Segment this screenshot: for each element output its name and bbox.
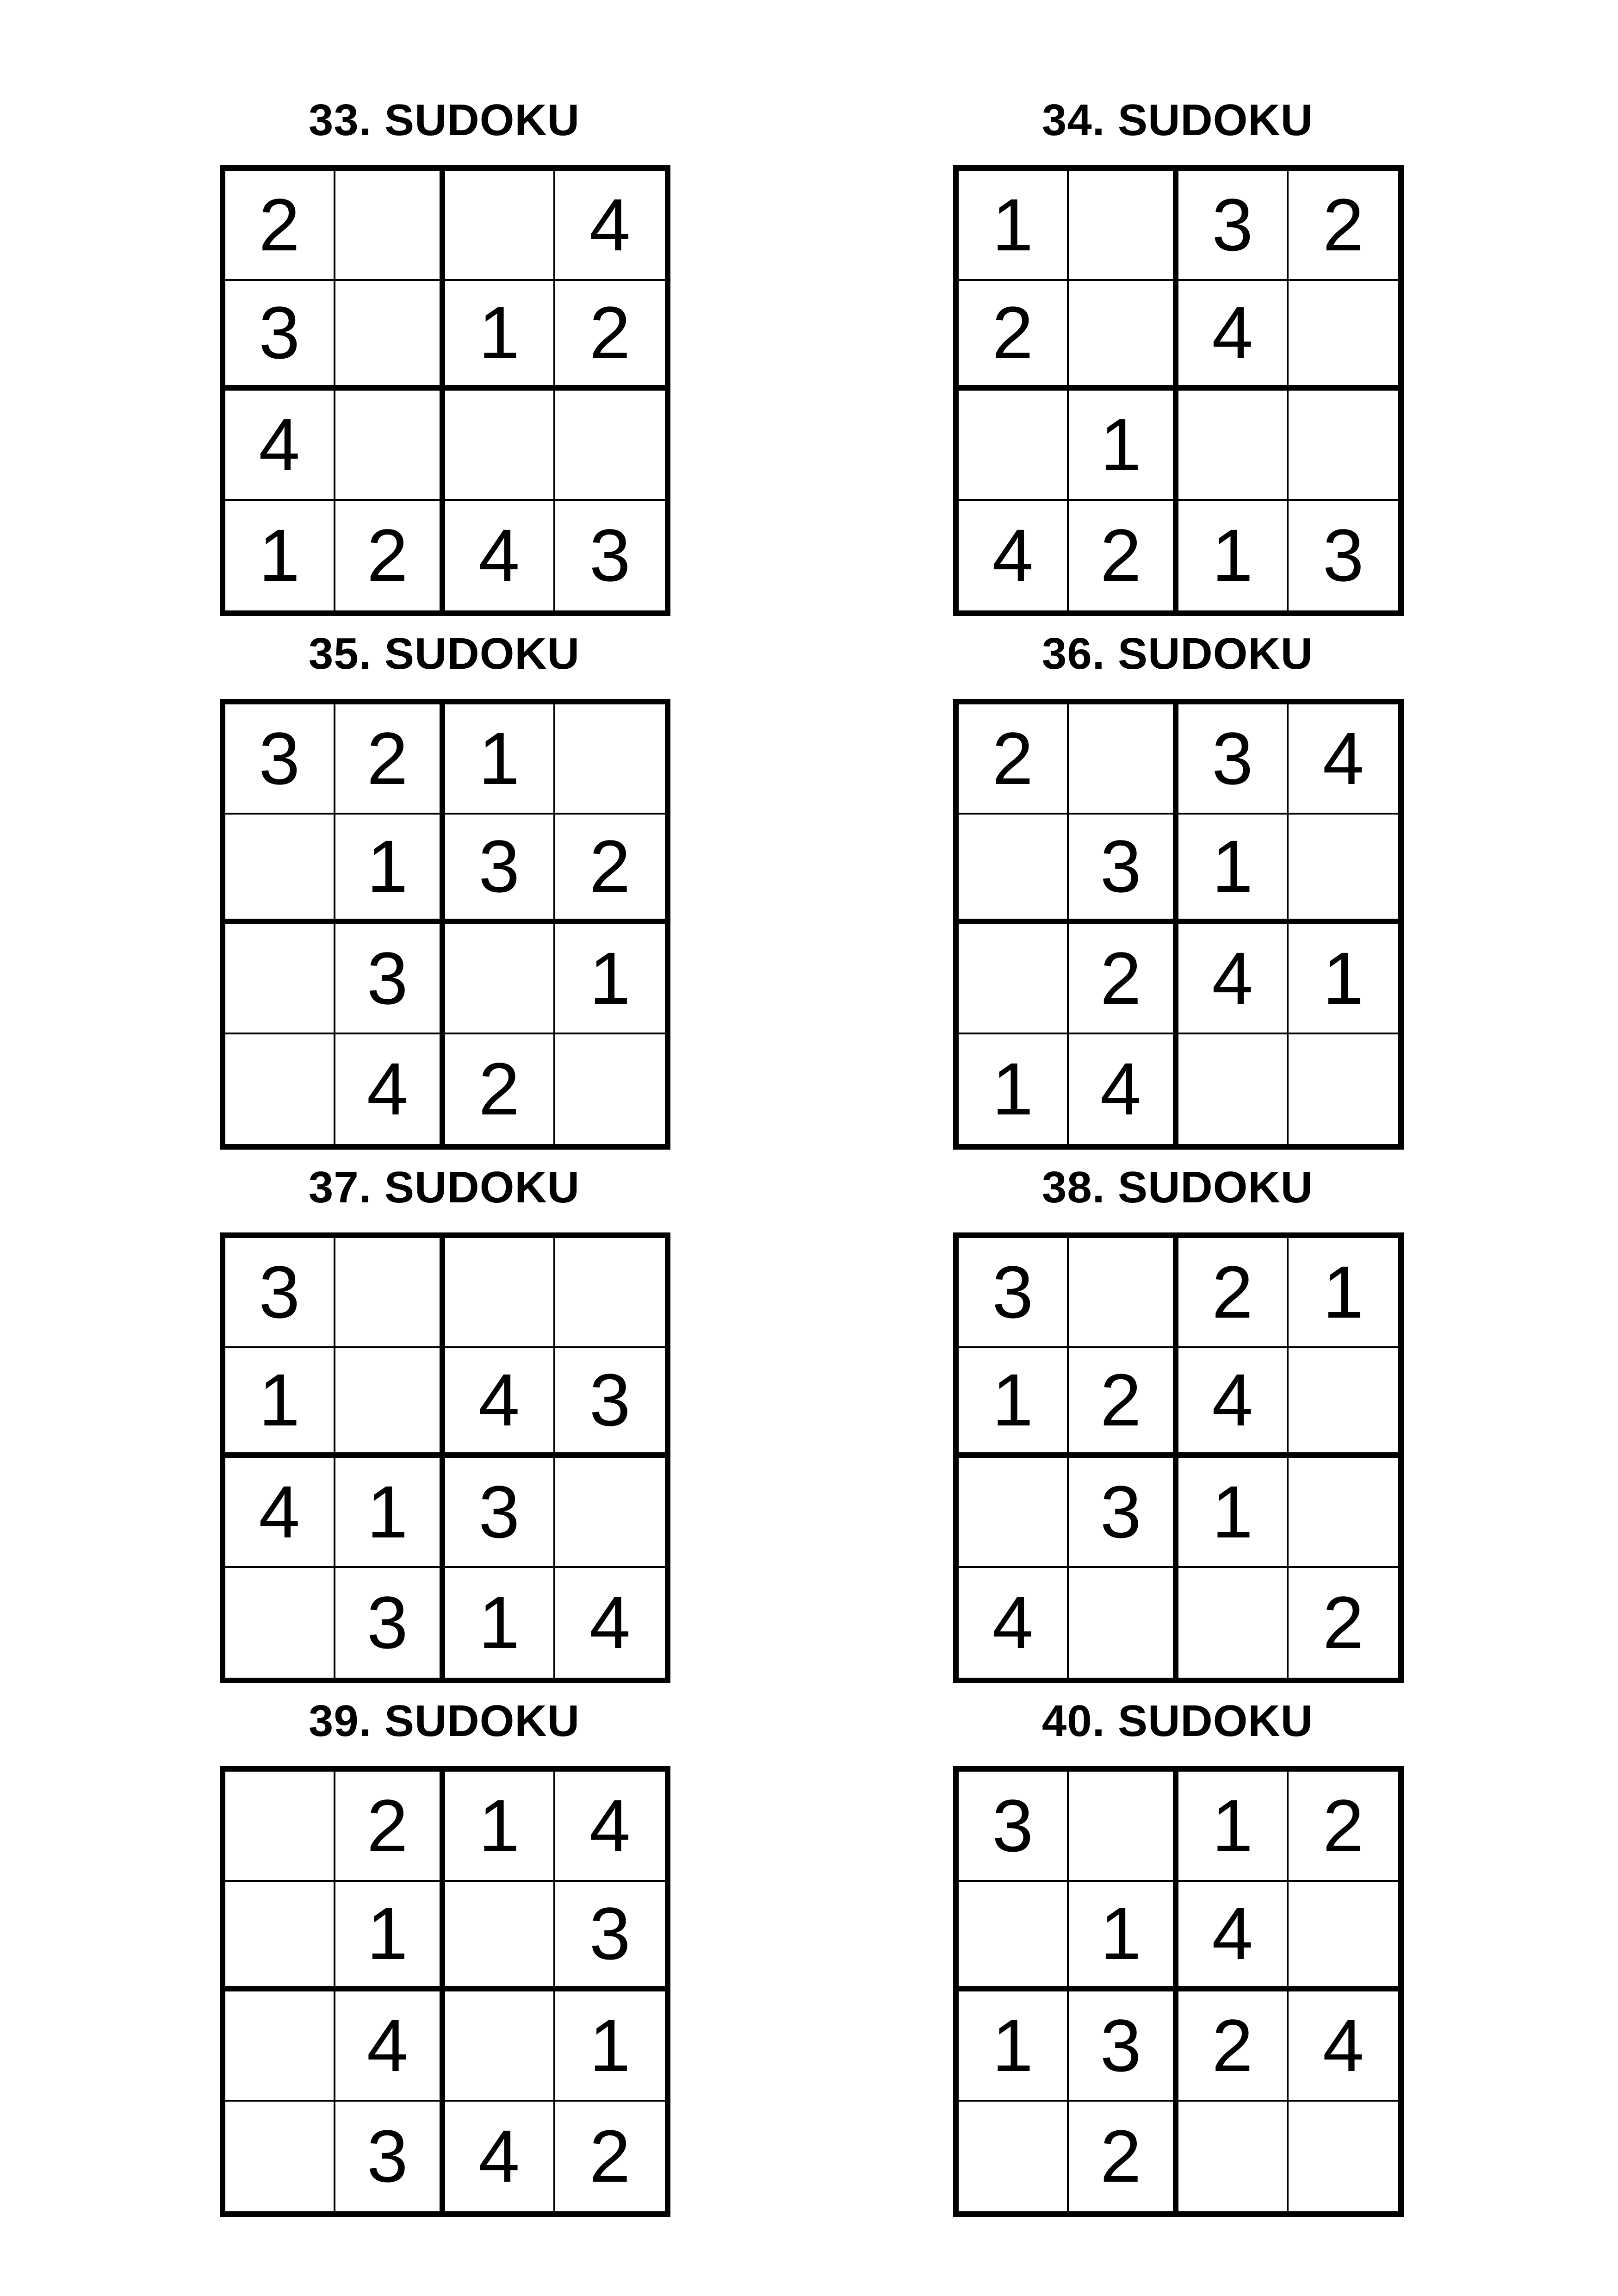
sudoku-cell[interactable]: 4: [445, 1348, 555, 1458]
sudoku-cell[interactable]: 2: [959, 704, 1069, 815]
sudoku-cell[interactable]: 4: [335, 1034, 446, 1145]
sudoku-cell[interactable]: 3: [1322, 514, 1364, 597]
sudoku-cell[interactable]: 1: [1178, 1458, 1289, 1568]
puzzle-title: 35. SUDOKU: [308, 629, 580, 678]
sudoku-cell[interactable]: [225, 2102, 335, 2212]
sudoku-cell[interactable]: 1: [1178, 1772, 1289, 1882]
sudoku-cell[interactable]: 1: [335, 1882, 446, 1992]
sudoku-cell[interactable]: 3: [225, 1238, 335, 1348]
sudoku-cell[interactable]: [1289, 2102, 1399, 2212]
sudoku-cell[interactable]: [225, 1772, 335, 1882]
sudoku-cell[interactable]: [335, 281, 446, 391]
sudoku-cell[interactable]: 4: [1178, 281, 1289, 391]
sudoku-cell[interactable]: [1289, 391, 1399, 501]
sudoku-cell[interactable]: 4: [445, 2102, 555, 2212]
sudoku-cell[interactable]: 3: [1178, 171, 1289, 281]
sudoku-cell[interactable]: 2: [1178, 1991, 1289, 2102]
sudoku-cell[interactable]: 3: [1069, 815, 1179, 925]
sudoku-cell[interactable]: [445, 391, 555, 501]
sudoku-cell[interactable]: 4: [959, 501, 1069, 611]
sudoku-cell[interactable]: [1069, 1568, 1179, 1678]
sudoku-cell[interactable]: [1178, 1568, 1289, 1678]
sudoku-cell[interactable]: 1: [959, 171, 1069, 281]
sudoku-cell[interactable]: 3: [335, 2102, 446, 2212]
sudoku-grid: [953, 1766, 1404, 2217]
sudoku-cell[interactable]: 3: [959, 1238, 1069, 1348]
sudoku-cell[interactable]: 1: [555, 924, 665, 1034]
sudoku-cell[interactable]: 4: [1178, 1348, 1289, 1458]
sudoku-cell[interactable]: 2: [1069, 924, 1179, 1034]
sudoku-cell[interactable]: 2: [589, 2115, 631, 2198]
sudoku-cell[interactable]: [225, 1568, 335, 1678]
sudoku-cell[interactable]: [555, 704, 665, 815]
sudoku-cell[interactable]: [959, 815, 1069, 925]
sudoku-cell[interactable]: 1: [959, 1034, 1069, 1145]
sudoku-cell[interactable]: [1289, 281, 1399, 391]
sudoku-cell[interactable]: 3: [445, 1458, 555, 1568]
sudoku-cell[interactable]: [555, 1238, 665, 1348]
sudoku-cell[interactable]: [1069, 1772, 1179, 1882]
sudoku-cell[interactable]: 3: [1069, 1991, 1179, 2102]
sudoku-cell[interactable]: [1289, 1458, 1399, 1568]
sudoku-cell[interactable]: 1: [959, 1348, 1069, 1458]
sudoku-cell[interactable]: [445, 1238, 555, 1348]
sudoku-cell[interactable]: 4: [335, 1991, 446, 2102]
sudoku-cell[interactable]: [1069, 1238, 1179, 1348]
sudoku-cell[interactable]: 3: [225, 281, 335, 391]
sudoku-cell[interactable]: 1: [1069, 391, 1179, 501]
sudoku-cell[interactable]: 1: [335, 1458, 446, 1568]
sudoku-cell[interactable]: 3: [555, 1348, 665, 1458]
sudoku-cell[interactable]: 3: [335, 1568, 446, 1678]
sudoku-cell[interactable]: [335, 1348, 446, 1458]
sudoku-cell[interactable]: 1: [1069, 1882, 1179, 1992]
sudoku-cell[interactable]: [1289, 1348, 1399, 1458]
puzzle-title: 37. SUDOKU: [308, 1163, 580, 1212]
sudoku-cell[interactable]: [1069, 704, 1179, 815]
sudoku-cell[interactable]: 4: [445, 501, 555, 611]
sudoku-cell[interactable]: 2: [335, 704, 446, 815]
sudoku-cell[interactable]: [1289, 1034, 1399, 1145]
sudoku-cell[interactable]: 1: [445, 281, 555, 391]
sudoku-cell[interactable]: 4: [1289, 1991, 1399, 2102]
sudoku-cell[interactable]: 1: [1178, 501, 1289, 611]
sudoku-cell[interactable]: [445, 1991, 555, 2102]
sudoku-cell[interactable]: [1069, 171, 1179, 281]
sudoku-cell[interactable]: [555, 1458, 665, 1568]
sudoku-cell[interactable]: 2: [1178, 1238, 1289, 1348]
sudoku-cell[interactable]: [959, 1458, 1069, 1568]
sudoku-cell[interactable]: 4: [225, 391, 335, 501]
sudoku-cell[interactable]: [555, 1034, 665, 1145]
sudoku-cell[interactable]: 3: [555, 1882, 665, 1992]
sudoku-cell[interactable]: 3: [1069, 1458, 1179, 1568]
sudoku-cell[interactable]: 1: [225, 1348, 335, 1458]
sudoku-cell[interactable]: [225, 924, 335, 1034]
sudoku-cell[interactable]: [959, 391, 1069, 501]
sudoku-grid: [220, 1232, 670, 1683]
sudoku-cell[interactable]: 2: [225, 171, 335, 281]
sudoku-cell[interactable]: 4: [1289, 704, 1399, 815]
sudoku-cell[interactable]: 2: [335, 1772, 446, 1882]
sudoku-cell[interactable]: 3: [335, 924, 446, 1034]
sudoku-cell[interactable]: 1: [445, 1568, 555, 1678]
sudoku-cell[interactable]: 4: [1178, 1882, 1289, 1992]
sudoku-cell[interactable]: 1: [1289, 1238, 1399, 1348]
sudoku-cell[interactable]: 4: [1069, 1034, 1179, 1145]
sudoku-cell[interactable]: [1289, 1882, 1399, 1992]
sudoku-cell[interactable]: 3: [1178, 704, 1289, 815]
sudoku-cell[interactable]: 4: [555, 1772, 665, 1882]
sudoku-cell[interactable]: [1178, 2102, 1289, 2212]
sudoku-grid: [953, 165, 1404, 616]
sudoku-cell[interactable]: 1: [1178, 815, 1289, 925]
sudoku-cell[interactable]: [225, 1991, 335, 2102]
sudoku-cell[interactable]: 2: [1289, 1772, 1399, 1882]
sudoku-grid: [953, 1232, 1404, 1683]
puzzle-title: 39. SUDOKU: [308, 1696, 580, 1746]
sudoku-cell[interactable]: [959, 1882, 1069, 1992]
sudoku-cell[interactable]: 2: [335, 501, 446, 611]
sudoku-cell[interactable]: 2: [555, 281, 665, 391]
sudoku-cell[interactable]: 3: [959, 1772, 1069, 1882]
puzzle-title: 36. SUDOKU: [1041, 629, 1314, 678]
sudoku-grid: [220, 165, 670, 616]
sudoku-cell[interactable]: 4: [959, 1568, 1069, 1678]
sudoku-grid: [220, 1766, 670, 2217]
sudoku-cell[interactable]: [1069, 281, 1179, 391]
sudoku-cell[interactable]: [335, 171, 446, 281]
sudoku-cell[interactable]: [445, 171, 555, 281]
sudoku-cell[interactable]: 1: [445, 704, 555, 815]
sudoku-cell[interactable]: [225, 815, 335, 925]
sudoku-cell[interactable]: 1: [1289, 924, 1399, 1034]
sudoku-cell[interactable]: 3: [225, 704, 335, 815]
sudoku-cell[interactable]: [555, 391, 665, 501]
sudoku-cell[interactable]: [445, 924, 555, 1034]
sudoku-cell[interactable]: [1289, 815, 1399, 925]
sudoku-cell[interactable]: 2: [445, 1034, 555, 1145]
sudoku-cell[interactable]: [959, 924, 1069, 1034]
puzzle-title: 33. SUDOKU: [308, 95, 580, 145]
sudoku-cell[interactable]: [445, 1882, 555, 1992]
sudoku-cell[interactable]: 4: [225, 1458, 335, 1568]
sudoku-cell[interactable]: 3: [445, 815, 555, 925]
sudoku-cell[interactable]: 1: [225, 501, 335, 611]
sudoku-cell[interactable]: 2: [1069, 1348, 1179, 1458]
sudoku-cell[interactable]: 1: [335, 815, 446, 925]
sudoku-cell[interactable]: 2: [1289, 171, 1399, 281]
sudoku-cell[interactable]: 2: [959, 281, 1069, 391]
sudoku-cell[interactable]: [335, 391, 446, 501]
sudoku-cell[interactable]: 1: [555, 1991, 665, 2102]
sudoku-cell[interactable]: [959, 2102, 1069, 2212]
sudoku-cell[interactable]: 4: [589, 1581, 631, 1664]
sudoku-cell[interactable]: 4: [555, 171, 665, 281]
sudoku-cell[interactable]: 1: [959, 1991, 1069, 2102]
sudoku-cell[interactable]: 4: [1178, 924, 1289, 1034]
sudoku-cell[interactable]: [225, 1882, 335, 1992]
sudoku-cell[interactable]: [1178, 1034, 1289, 1145]
sudoku-cell[interactable]: 2: [1322, 1581, 1364, 1664]
puzzle-title: 40. SUDOKU: [1041, 1696, 1314, 1746]
sudoku-cell[interactable]: 2: [1069, 501, 1179, 611]
sudoku-cell[interactable]: 3: [589, 514, 631, 597]
sudoku-grid: [220, 699, 670, 1150]
sudoku-cell[interactable]: [1178, 391, 1289, 501]
sudoku-grid: [953, 699, 1404, 1150]
sudoku-cell[interactable]: [335, 1238, 446, 1348]
puzzle-title: 34. SUDOKU: [1041, 95, 1314, 145]
puzzle-title: 38. SUDOKU: [1041, 1163, 1314, 1212]
sudoku-cell[interactable]: 1: [445, 1772, 555, 1882]
sudoku-cell[interactable]: [225, 1034, 335, 1145]
sudoku-cell[interactable]: 2: [1069, 2102, 1179, 2212]
sudoku-cell[interactable]: 2: [555, 815, 665, 925]
